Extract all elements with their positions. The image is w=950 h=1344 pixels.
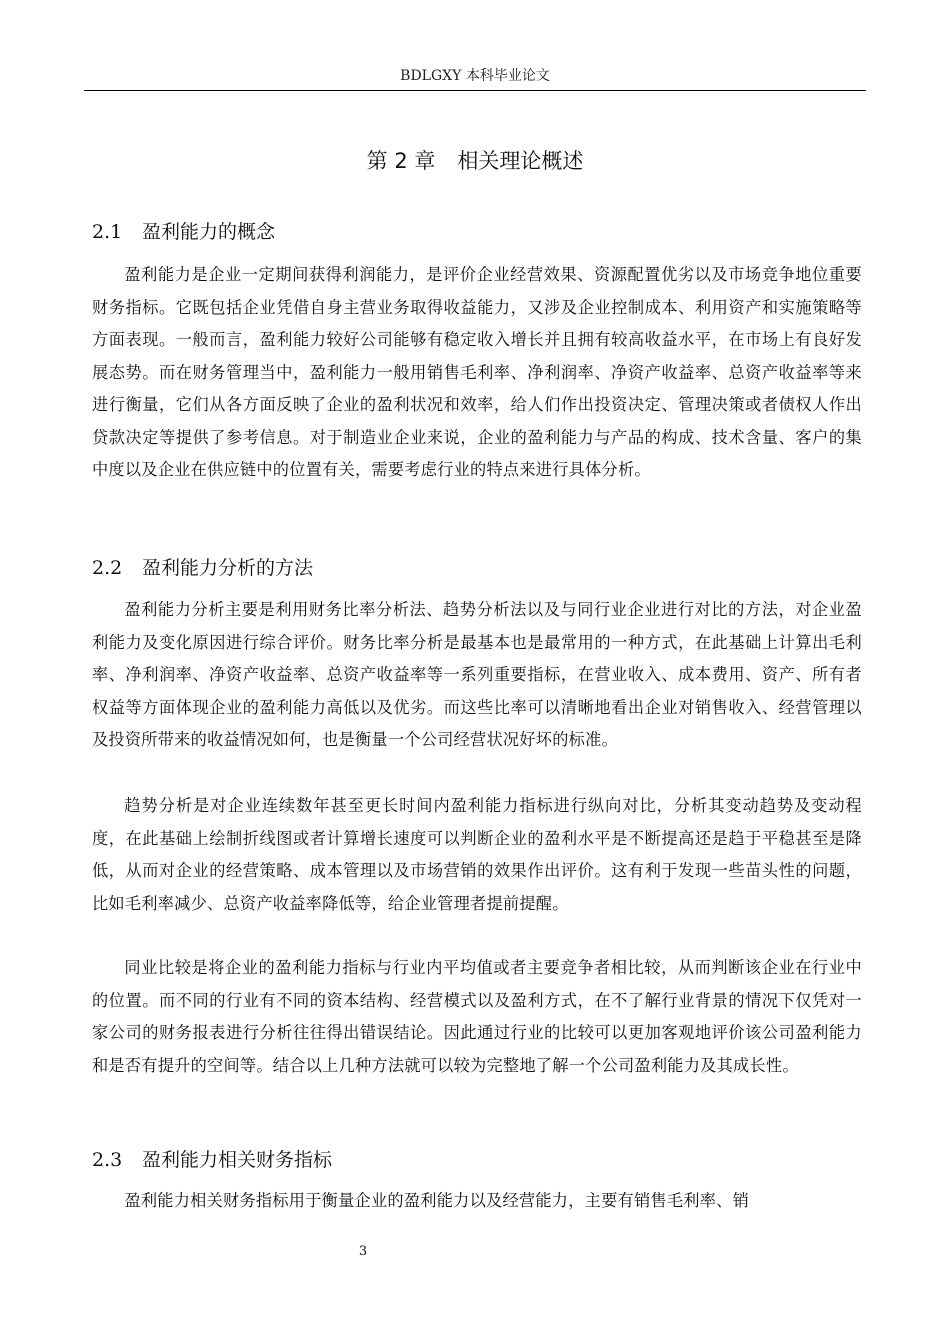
section-number: 2.1 <box>92 221 123 243</box>
section-title: 盈利能力相关财务指标 <box>142 1149 333 1171</box>
section-title: 盈利能力的概念 <box>142 221 276 243</box>
running-header: BDLGXY 本科毕业论文 <box>400 68 550 84</box>
paragraph-ratio-analysis: 盈利能力分析主要是利用财务比率分析法、趋势分析法以及与同行业企业进行对比的方法，对企业盈利能力及变化原因进行综合评价。财务比率分析是最基本也是最常用的一种方式，在此基础上计算出毛利率、净利润率、净资产收益率、总资产收益率等一系列重要指标，在营业收入、成本费用、资产、所有者权益等方面体现企业的盈利能力高低以及优劣。而这些比率可以清晰地看出企业对销售收入、经营管理以及投资所带来的收益情况如何，也是衡量一个公司经营状况好坏的标准。 <box>92 600 862 749</box>
chapter-number: 第 2 章 <box>366 149 436 173</box>
section-heading-2-1 <box>92 217 275 247</box>
section-number: 2.3 <box>92 1149 123 1171</box>
chapter-title <box>84 145 866 177</box>
paragraph-financial-indicators: 盈利能力相关财务指标用于衡量企业的盈利能力以及经营能力，主要有销售毛利率、销 <box>124 1191 750 1210</box>
paragraph-trend-analysis: 趋势分析是对企业连续数年甚至更长时间内盈利能力指标进行纵向对比，分析其变动趋势及变动程度，在此基础上绘制折线图或者计算增长速度可以判断企业的盈利水平是不断提高还是趋于平稳甚至是降低，从而对企业的经营策略、成本管理以及市场营销的效果作出评价。这有利于发现一些苗头性的问题，比如毛利率减少、总资产收益率降低等，给企业管理者提前提醒。 <box>92 796 862 913</box>
paragraph-profitability-concept: 盈利能力是企业一定期间获得利润能力，是评价企业经营效果、资源配置优劣以及市场竞争地位重要财务指标。它既包括企业凭借自身主营业务取得收益能力，又涉及企业控制成本、利用资产和实施策略等方面表现。一般而言，盈利能力较好公司能够有稳定收入增长并且拥有较高收益水平，在市场上有良好发展态势。而在财务管理当中，盈利能力一般用销售毛利率、净利润率、净资产收益率、总资产收益率等来进行衡量，它们从各方面反映了企业的盈利状况和效率，给人们作出投资决定、管理决策或者债权人作出贷款决定等提供了参考信息。对于制造业企业来说，企业的盈利能力与产品的构成、技术含量、客户的集中度以及企业在供应链中的位置有关，需要考虑行业的特点来进行具体分析。 <box>92 265 862 479</box>
section-heading-2-2 <box>92 553 313 583</box>
section-title: 盈利能力分析的方法 <box>142 557 314 579</box>
section-number: 2.2 <box>92 557 123 579</box>
page-number: 3 <box>358 1244 368 1259</box>
section-heading-2-3 <box>92 1145 332 1175</box>
paragraph-industry-comparison: 同业比较是将企业的盈利能力指标与行业内平均值或者主要竞争者相比较，从而判断该企业在行业中的位置。而不同的行业有不同的资本结构、经营模式以及盈利方式，在不了解行业背景的情况下仅凭对一家公司的财务报表进行分析往往得出错误结论。因此通过行业的比较可以更加客观地评价该公司盈利能力和是否有提升的空间等。结合以上几种方法就可以较为完整地了解一个公司盈利能力及其成长性。 <box>92 958 862 1075</box>
header-divider <box>84 90 866 91</box>
chapter-name: 相关理论概述 <box>457 149 584 173</box>
